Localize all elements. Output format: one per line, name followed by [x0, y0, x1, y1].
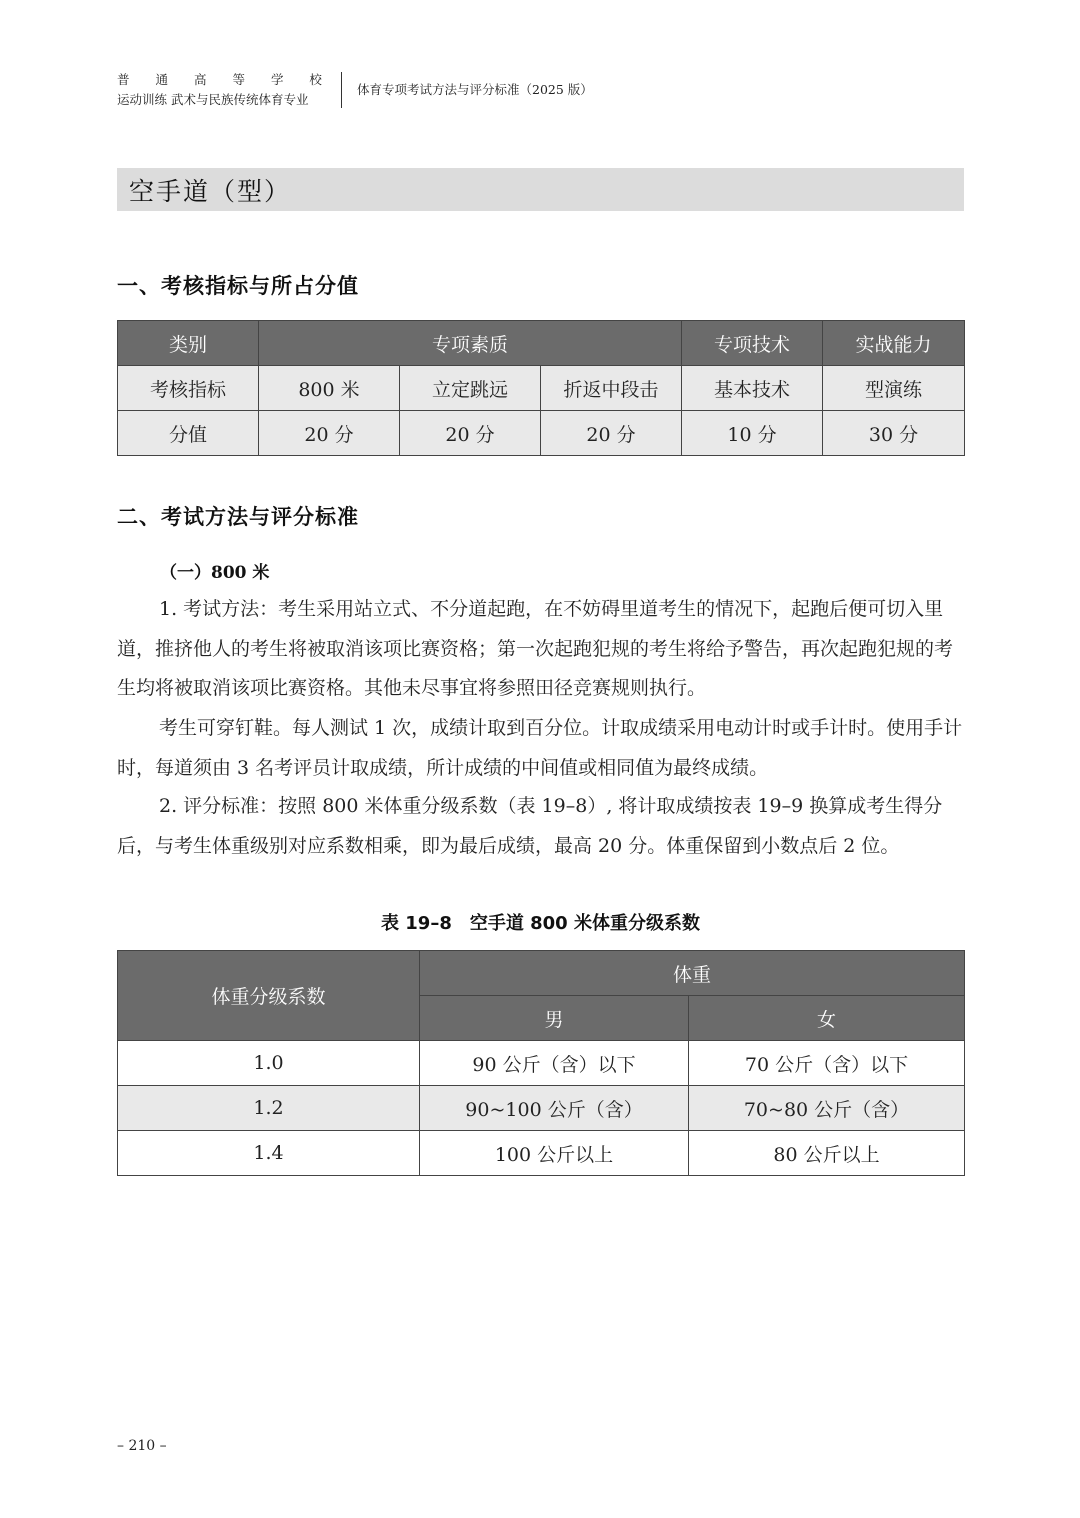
- table-row: [118, 1041, 965, 1086]
- page-number: – 210 –: [117, 1438, 167, 1454]
- header-subtitle: 运动训练 武术与民族传统体育专业: [117, 92, 309, 107]
- header-female: 女: [689, 996, 965, 1041]
- header-divider: [341, 72, 342, 108]
- table-cell: 10 分: [682, 411, 823, 456]
- paragraph-timing: 考生可穿钉鞋。每人测试 1 次，成绩计取到百分位。计取成绩采用电动计时或手计时。使用手计时，每道须由 3 名考评员计取成绩，所计成绩的中间值或相同值为最终成绩。: [117, 717, 963, 779]
- paragraph-scoring-standard: 2. 评分标准：按照 800 米体重分级系数（表 19–8）, 将计取成绩按表 19–9 换算成考生得分后，与考生体重级别对应系数相乘，即为最后成绩，最高 20 分。体重保留到小数点后 2 位。: [117, 795, 943, 857]
- table-cell: 1.2: [118, 1086, 420, 1131]
- header-book-title: 体育专项考试方法与评分标准（2025 版）: [357, 82, 593, 97]
- header-school-char: 通: [155, 72, 168, 87]
- table-row-indicators: [118, 366, 965, 411]
- table-cell: 70~80 公斤（含）: [689, 1086, 965, 1131]
- table-cell: 分值: [118, 411, 259, 456]
- indicator-score-table: [117, 320, 965, 456]
- header-coefficient: 体重分级系数: [118, 951, 420, 1041]
- header-male: 男: [420, 996, 689, 1041]
- table-caption: 表 19–8 空手道 800 米体重分级系数: [381, 913, 700, 934]
- chapter-banner: [117, 168, 964, 211]
- table-cell: 20 分: [259, 411, 400, 456]
- table-cell: 立定跳远: [400, 366, 541, 411]
- header-school-char: 等: [232, 72, 245, 87]
- header-school-char: 校: [309, 72, 322, 87]
- table-cell: 70 公斤（含）以下: [689, 1041, 965, 1086]
- table-cell: 800 米: [259, 366, 400, 411]
- table-row: [118, 1131, 965, 1176]
- table-cell: 型演练: [823, 366, 965, 411]
- table-header-row: [118, 951, 965, 996]
- table-row-scores: [118, 411, 965, 456]
- paragraph-test-method: 1. 考试方法：考生采用站立式、不分道起跑，在不妨碍里道考生的情况下，起跑后便可切入里道，推挤他人的考生将被取消该项比赛资格；第一次起跑犯规的考生将给予警告，再次起跑犯规的考生均将被取消该项比赛资格。其他未尽事宜将参照田径竞赛规则执行。: [117, 598, 954, 699]
- chapter-title: 空手道（型）: [129, 176, 292, 206]
- header-left: [117, 70, 332, 110]
- table-cell: 20 分: [400, 411, 541, 456]
- table-cell: 1.0: [118, 1041, 420, 1086]
- table-cell: 考核指标: [118, 366, 259, 411]
- table-row: [118, 1086, 965, 1131]
- table-header-row: [118, 321, 965, 366]
- table-cell: 20 分: [541, 411, 682, 456]
- section-heading-indicators: 一、考核指标与所占分值: [117, 273, 359, 298]
- table-cell: 90~100 公斤（含）: [420, 1086, 689, 1131]
- table-cell: 1.4: [118, 1131, 420, 1176]
- header-school-char: 高: [193, 72, 207, 87]
- table-cell: 基本技术: [682, 366, 823, 411]
- header-special-quality: 专项素质: [259, 321, 682, 366]
- header-school-name: [117, 70, 322, 90]
- header-combat-ability: 实战能力: [823, 321, 965, 366]
- header-weight: 体重: [420, 951, 965, 996]
- table-cell: 折返中段击: [541, 366, 682, 411]
- weight-coefficient-table: [117, 950, 965, 1176]
- header-school-char: 学: [270, 72, 284, 87]
- table-cell: 30 分: [823, 411, 965, 456]
- header-category: 类别: [118, 321, 259, 366]
- header-special-technique: 专项技术: [682, 321, 823, 366]
- subsection-800m: （一）800 米: [160, 563, 270, 583]
- section-heading-methods: 二、考试方法与评分标准: [117, 504, 359, 529]
- table-cell: 100 公斤以上: [420, 1131, 689, 1176]
- table-cell: 90 公斤（含）以下: [420, 1041, 689, 1086]
- header-school-char: 普: [117, 72, 130, 87]
- table-cell: 80 公斤以上: [689, 1131, 965, 1176]
